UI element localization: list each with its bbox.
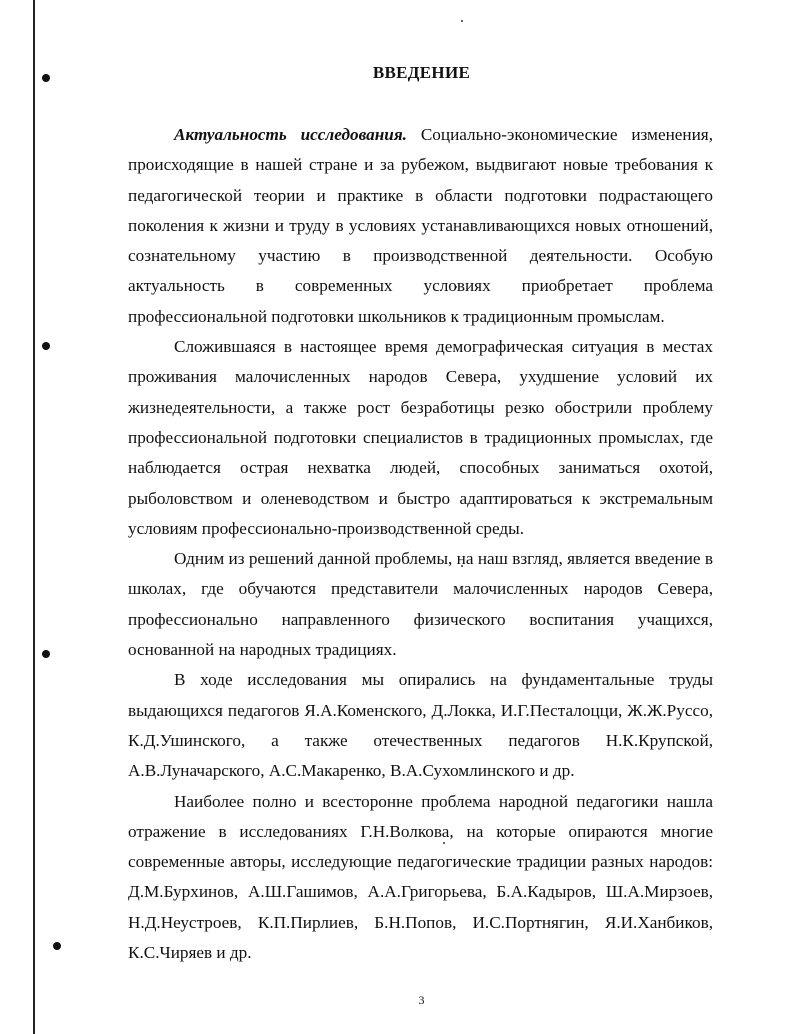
paragraph-text: Социально-экономические изменения, происходящие в нашей стране и за рубежом, выдвигают новые требования к педагогической теории и практике в области подготовки подрастающего поколения к жизни и труду в условиях устанавливающихся новых отношений, сознательному участию в производственной деятельности. Особую актуальность в современных условиях приобретает проблема профессиональной подготовки школьников к традиционным промыслам. bbox=[128, 125, 713, 326]
document-body bbox=[128, 120, 713, 968]
paragraph-relevance bbox=[128, 120, 713, 332]
punch-hole-mark bbox=[42, 650, 50, 658]
punch-hole-mark bbox=[42, 342, 50, 350]
paragraph-lead: Актуальность исследования. bbox=[174, 125, 407, 144]
scan-speck bbox=[461, 20, 463, 22]
binding-margin-line bbox=[33, 0, 35, 1034]
punch-hole-mark bbox=[53, 942, 61, 950]
page-title: ВВЕДЕНИЕ bbox=[372, 63, 471, 82]
paragraph-foundational-works: В ходе исследования мы опирались на фундаментальные труды выдающихся педагогов Я.А.Коменского, Д.Локка, И.Г.Песталоцци, Ж.Ж.Руссо, К.Д.Ушинского, а также отечественных педагогов Н.К.Крупской, А.В.Луначарского, А.С.Макаренко, В.А.Сухомлинского и др. bbox=[128, 670, 713, 781]
paragraph-demographic-situation: Сложившаяся в настоящее время демографическая ситуация в местах проживания малочисленных народов Севера, ухудшение условий их жизнедеятельности, а также рост безработицы резко обострили проблему профессиональной подготовки специалистов в традиционных промыслах, где наблюдается острая нехватка людей, способных заниматься охотой, рыболовством и оленеводством и быстро адаптироваться к экстремальным условиям профессионально-производственной среды. bbox=[128, 337, 713, 538]
page-number: 3 bbox=[418, 993, 425, 1007]
paragraph-folk-pedagogy: Наиболее полно и всесторонне проблема народной педагогики нашла отражение в исследованиях Г.Н.Волкова, на которые опираются многие современные авторы, исследующие педагогические традиции разных народов: Д.М.Бурхинов, А.Ш.Гашимов, А.А.Григорьева, Б.А.Кадыров, Ш.А.Мирзоев, Н.Д.Неустроев, К.П.Пирлиев, Б.Н.Попов, И.С.Портнягин, Я.И.Ханбиков, К.С.Чиряев и др. bbox=[128, 791, 713, 963]
paragraph-solution: Одним из решений данной проблемы, на наш взгляд, является введение в школах, где обучаются представители малочисленных народов Севера, профессионально направленного физического воспитания учащихся, основанной на народных традициях. bbox=[128, 549, 713, 660]
